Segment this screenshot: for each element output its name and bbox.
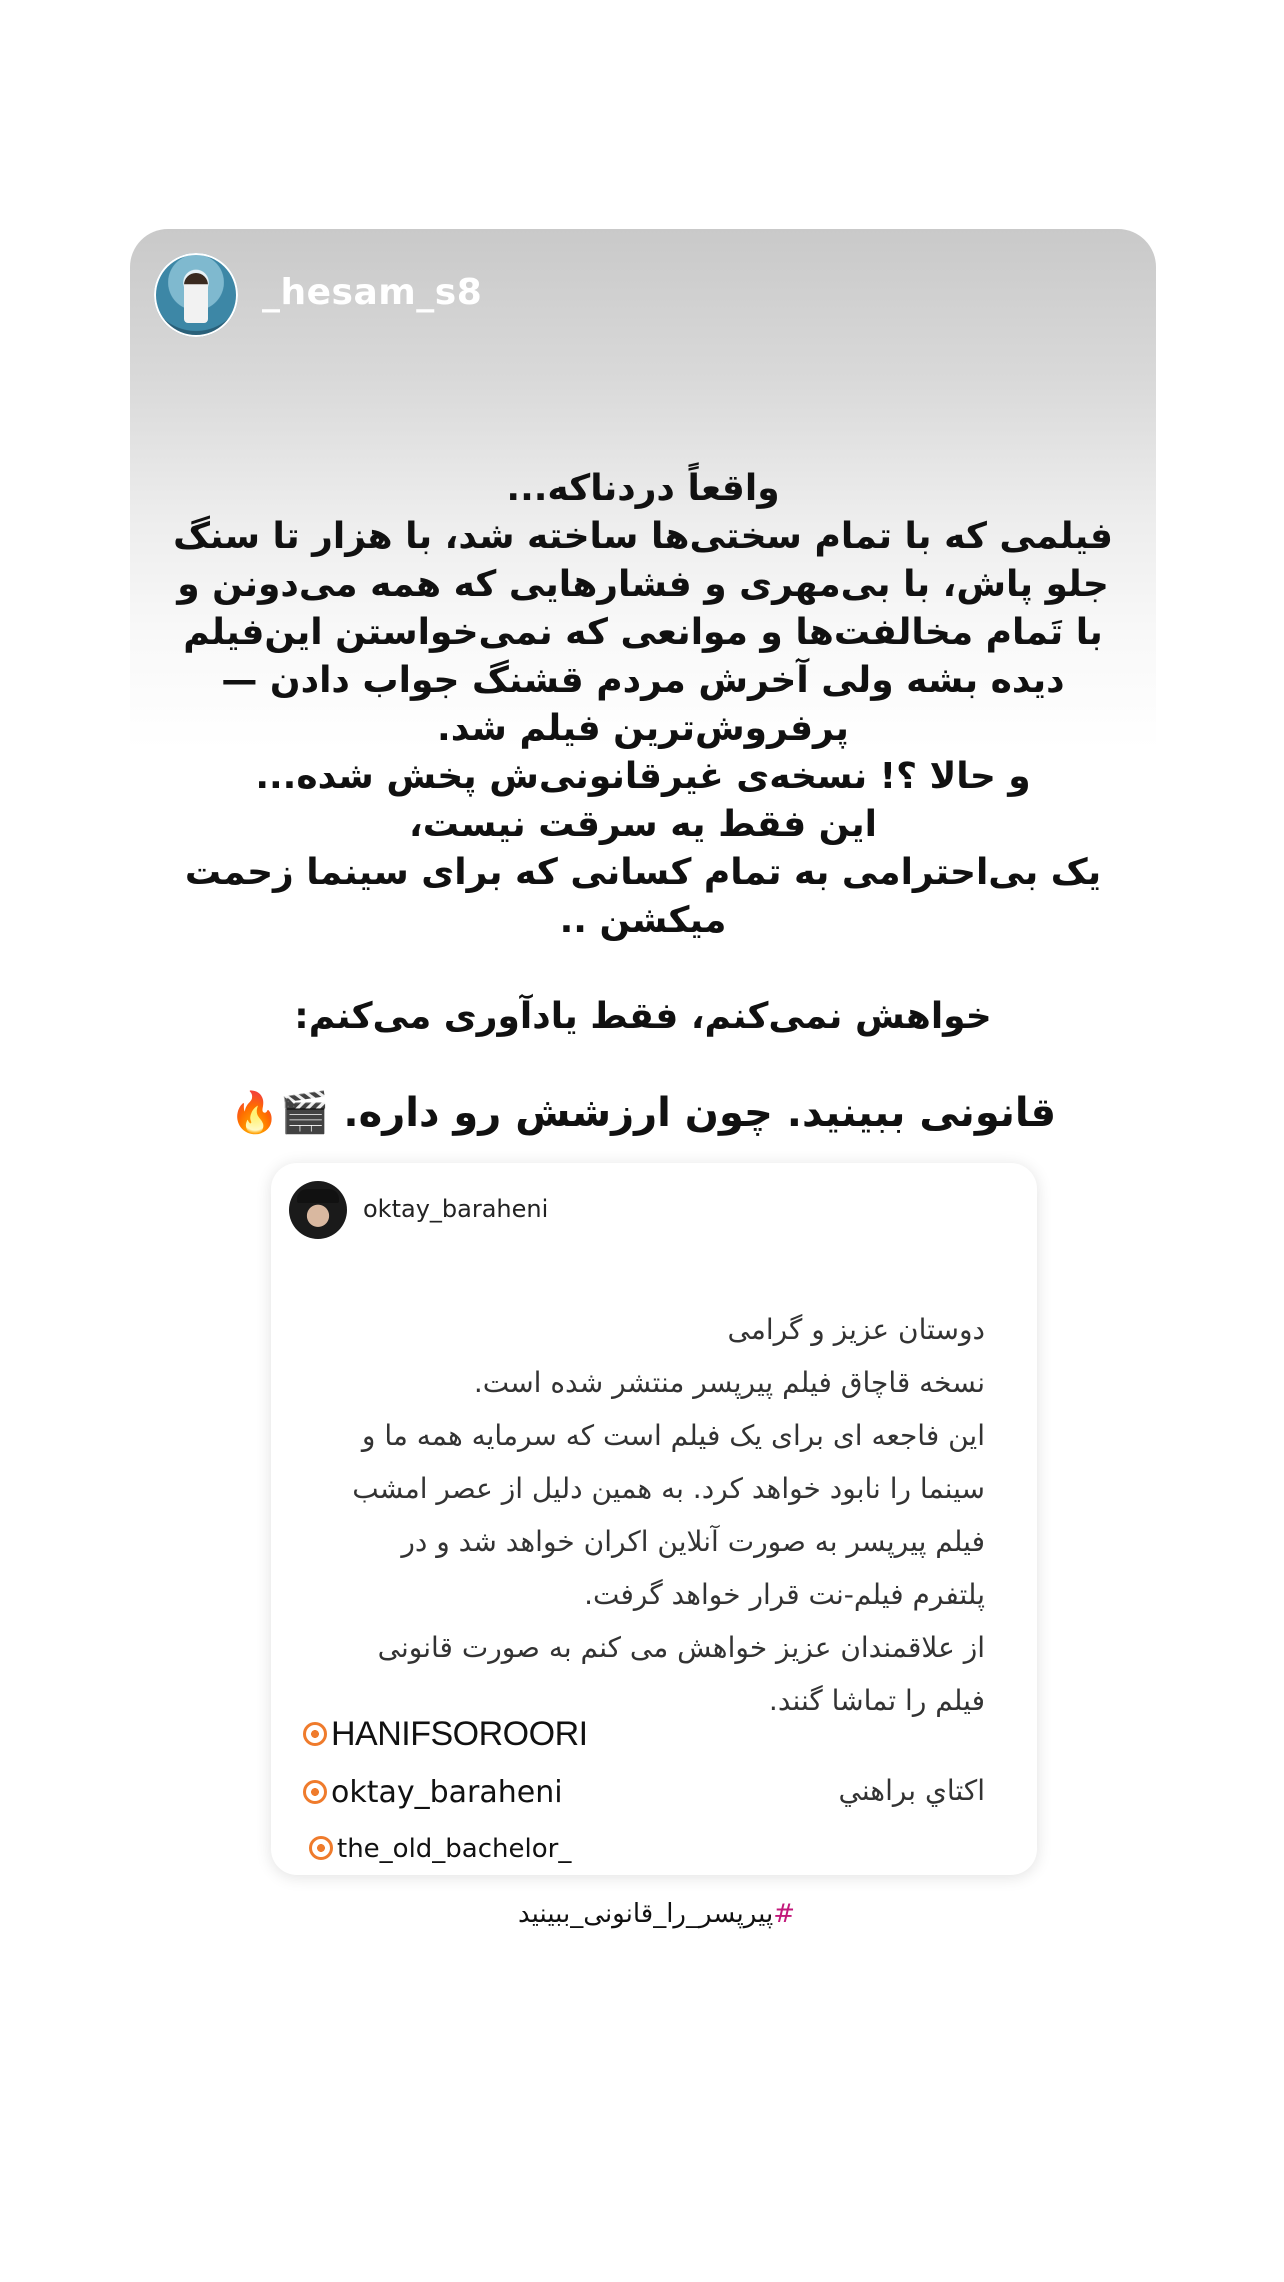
story-line: یک بی‌احترامی به تمام کسانی که برای سینما زحمت <box>184 852 1102 893</box>
quoted-post-card[interactable] <box>271 1163 1037 1875</box>
mention-text: the_old_bachelor_ <box>337 1834 572 1864</box>
mention-text: oktay_baraheni <box>331 1775 563 1810</box>
hashtag-sticker[interactable] <box>508 1895 805 1933</box>
quoted-author-avatar[interactable] <box>289 1181 347 1239</box>
quoted-post-line: این فاجعه ای برای یک فیلم است که سرمایه همه ما و <box>361 1419 985 1452</box>
quoted-post-body <box>305 1303 985 1727</box>
mention-icon <box>303 1780 327 1804</box>
story-line: میکشن .. <box>559 900 727 941</box>
quoted-post-line: نسخه قاچاق فیلم پیرپسر منتشر شده است. <box>473 1366 985 1399</box>
mention-icon <box>303 1722 327 1746</box>
reminder-line: خواهش نمی‌کنم، فقط یادآوری می‌کنم: <box>294 996 992 1037</box>
story-line: با تَمام مخالفت‌ها و موانعی که نمی‌خواستن این‌فیلم <box>183 612 1103 653</box>
quoted-post-line: سینما را نابود خواهد کرد. به همین دلیل از عصر امشب <box>352 1472 985 1505</box>
quoted-post-line: دوستان عزیز و گرامی <box>727 1313 985 1346</box>
quoted-author-username[interactable]: oktay_baraheni <box>363 1195 549 1223</box>
mention-icon <box>309 1836 333 1860</box>
quoted-post-line: از علاقمندان عزیز خواهش می کنم به صورت قانونی <box>377 1631 985 1664</box>
mention-sticker[interactable] <box>309 1834 571 1864</box>
story-line: این فقط یه سرقت نیست، <box>409 804 877 845</box>
story-line: جلو پاش، با بی‌مهری و فشارهایی که همه می‌دونن و <box>177 564 1109 605</box>
story-line: دیده بشه ولی آخرش مردم قشنگ جواب دادن — <box>221 660 1065 701</box>
author-username[interactable]: _hesam_s8 <box>262 272 483 313</box>
hashtag-text: پیرپسر_را_قانونی_ببینید <box>518 1899 774 1929</box>
hashtag-symbol: # <box>773 1899 795 1929</box>
mention-text: HANIFSOROORI <box>331 1715 588 1753</box>
story-line: پرفروش‌ترین فیلم شد. <box>437 708 849 749</box>
mention-sticker[interactable] <box>303 1715 588 1754</box>
quoted-post-line: فیلم پیرپسر به صورت آنلاین اکران خواهد شد و در <box>401 1525 985 1558</box>
quoted-post-line: فیلم را تماشا گنند. <box>768 1684 985 1717</box>
story-line: فیلمی که با تمام سختی‌ها ساخته شد، با هزار تا سنگ <box>173 516 1113 557</box>
final-line: قانونی ببینید. چون ارزشش رو داره. 🎬🔥 <box>229 1090 1057 1136</box>
quoted-post-signature: اکتاي براهني <box>838 1774 985 1807</box>
author-avatar[interactable] <box>154 253 238 337</box>
story-line: واقعاً دردناکه... <box>506 468 780 509</box>
story-text <box>170 465 1116 1137</box>
mention-sticker[interactable] <box>303 1775 563 1810</box>
story-line: و حالا ؟! نسخه‌ی غیرقانونی‌ش پخش شده... <box>255 756 1031 797</box>
quoted-post-line: پلتفرم فیلم-نت قرار خواهد گرفت. <box>584 1578 985 1611</box>
